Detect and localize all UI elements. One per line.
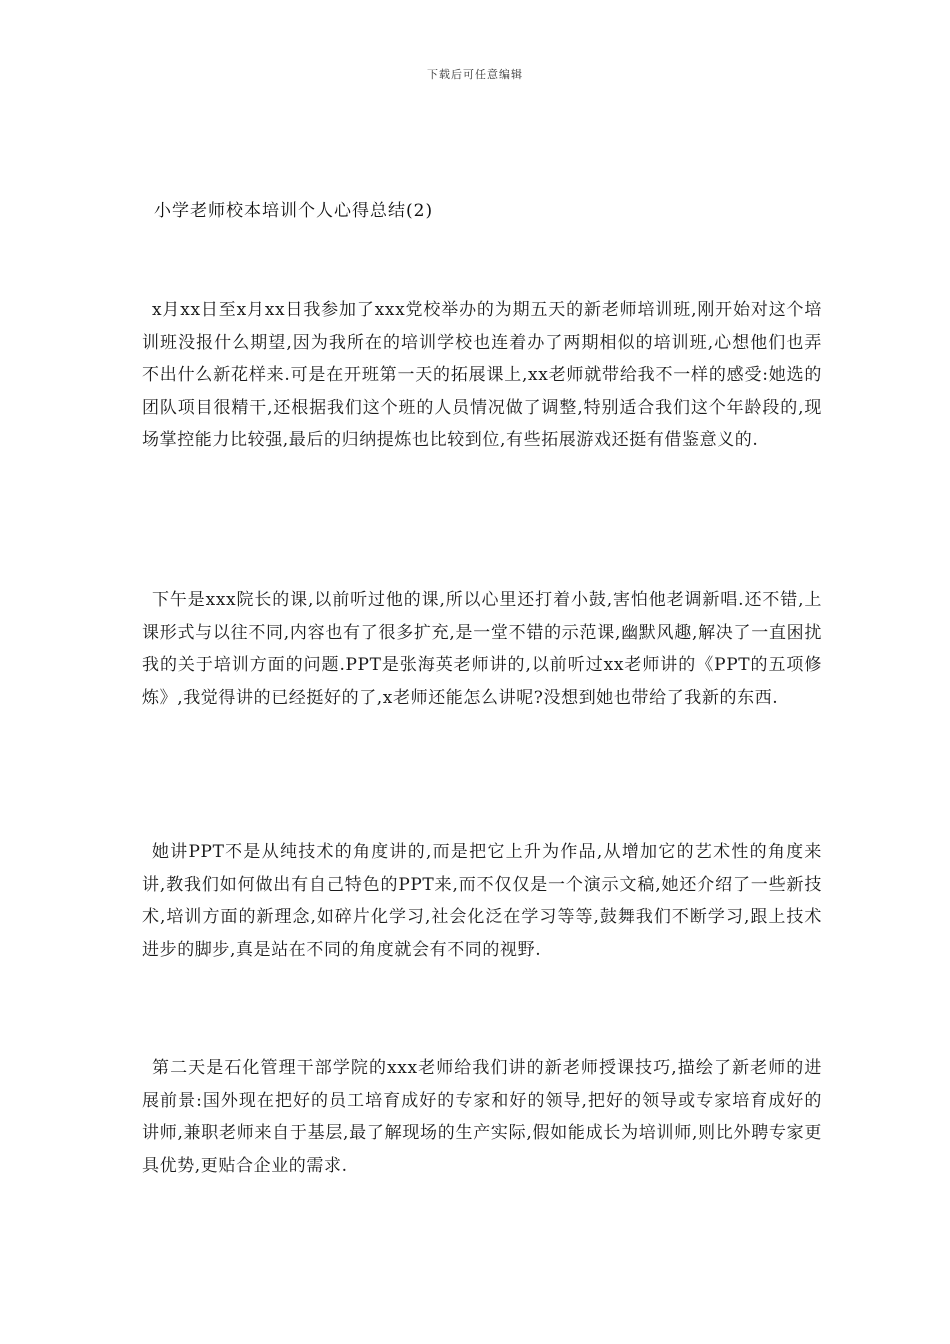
paragraph-4: 第二天是石化管理干部学院的xxx老师给我们讲的新老师授课技巧,描绘了新老师的进展前景:国外现在把好的员工培育成好的专家和好的领导,把好的领导或专家培育成好的讲师,兼职老师来自于基层,最了解现场的生产实际,假如能成长为培训师,则比外聘专家更具优势,更贴合企业的需求. (142, 1058, 822, 1176)
paragraph-3: 她讲PPT不是从纯技术的角度讲的,而是把它上升为作品,从增加它的艺术性的角度来讲,教我们如何做出有自己特色的PPT来,而不仅仅是一个演示文稿,她还介绍了一些新技术,培训方面的新理念,如碎片化学习,社会化泛在学习等等,鼓舞我们不断学习,跟上技术进步的脚步,真是站在不同的角度就会有不同的视野. (142, 842, 822, 960)
paragraph-2: 下午是xxx院长的课,以前听过他的课,所以心里还打着小鼓,害怕他老调新唱.还不错,上课形式与以往不同,内容也有了很多扩充,是一堂不错的示范课,幽默风趣,解决了一直困扰我的关于培训方面的问题.PPT是张海英老师讲的,以前听过xx老师讲的《PPT的五项修炼》,我觉得讲的已经挺好的了,x老师还能怎么讲呢?没想到她也带给了我新的东西. (142, 590, 822, 708)
paragraph-1: x月xx日至x月xx日我参加了xxx党校举办的为期五天的新老师培训班,刚开始对这个培训班没报什么期望,因为我所在的培训学校也连着办了两期相似的培训班,心想他们也弄不出什么新花样来.可是在开班第一天的拓展课上,xx老师就带给我不一样的感受:她选的团队项目很精干,还根据我们这个班的人员情况做了调整,特别适合我们这个年龄段的,现场掌控能力比较强,最后的归纳提炼也比较到位,有些拓展游戏还挺有借鉴意义的. (142, 300, 822, 450)
document-title: 小学老师校本培训个人心得总结(2) (154, 201, 434, 221)
header-note: 下载后可任意编辑 (427, 68, 523, 81)
